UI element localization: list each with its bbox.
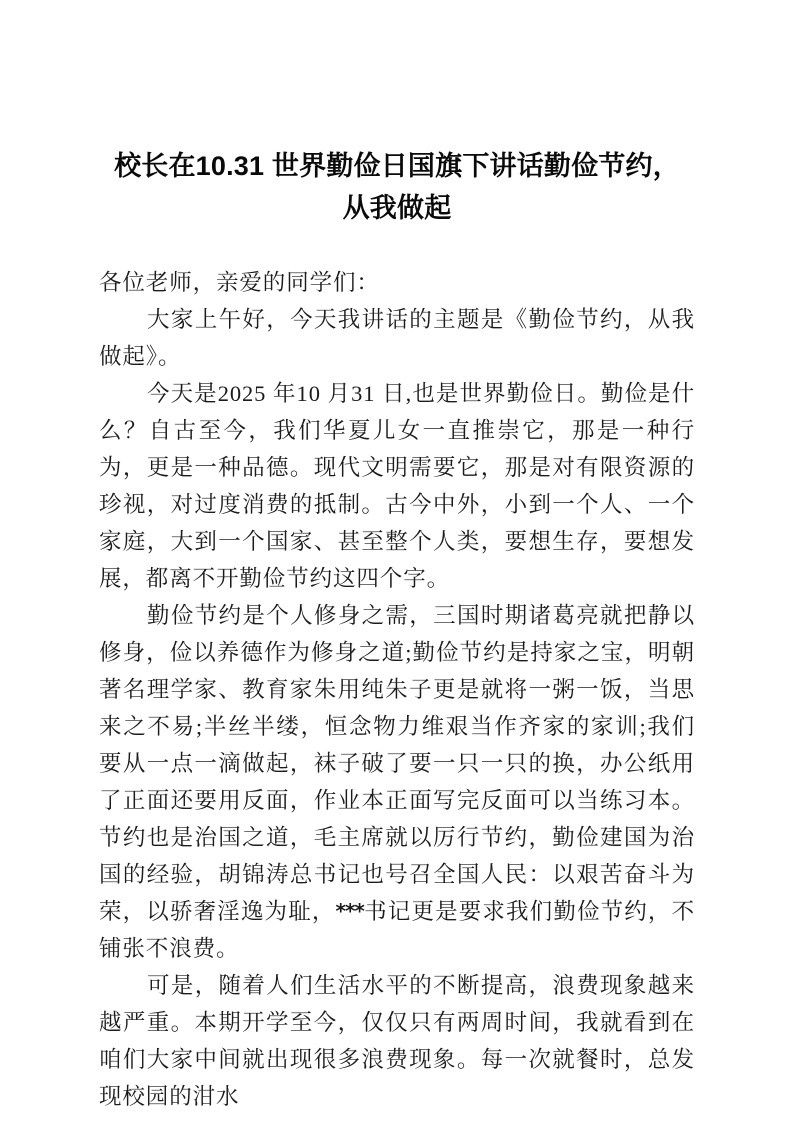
redacted-name-asterisks: ***	[335, 899, 364, 923]
paragraph-body-3: 可是，随着人们生活水平的不断提高，浪费现象越来越严重。本期开学至今，仅仅只有两周时间，我就看到在咱们大家中间就出现很多浪费现象。每一次就餐时，总发现校园的泔水	[99, 973, 695, 1109]
paragraph-greeting: 大家上午好，今天我讲话的主题是《勤俭节约，从我做起》。	[99, 307, 695, 369]
paragraph-body-2-part-1: 勤俭节约是个人修身之需，三国时期诸葛亮就把静以修身，俭以养德作为修身之道;勤俭节约是持家之宝，明朝著名理学家、教育家朱用纯朱子更是就将一粥一饭，当思来之不易;半丝半缕，恒念物力维艰当作齐家的家训;我们要从一点一滴做起，袜子破了要一只一只的换，办公纸用了正面还要用反面，作业本正面写完反面可以当练习本。节约也是治国之道，毛主席就以厉行节约，勤俭建国为治国的经验，胡锦涛总书记也号召全国人民：以艰苦奋斗为荣，以骄奢淫逸为耻，	[99, 603, 695, 924]
paragraph-body-2	[99, 597, 695, 967]
paragraph-body-1: 今天是2025 年10 月31 日,也是世界勤俭日。勤俭是什么？自古至今，我们华夏儿女一直推崇它，那是一种行为，更是一种品德。现代文明需要它，那是对有限资源的珍视，对过度消费的抵制。古今中外，小到一个人、一个家庭，大到一个国家、甚至整个人类，要想生存，要想发展，都离不开勤俭节约这四个字。	[99, 381, 695, 591]
paragraph-salutation: 各位老师，亲爱的同学们：	[99, 270, 380, 295]
paragraph-body-2-part-2: 书记更是要求我们勤俭节约，不铺张不浪费。	[99, 899, 695, 961]
document-body	[99, 145, 695, 1115]
page-title: 校长在10.31 世界勤俭日国旗下讲话勤俭节约，从我做起	[114, 151, 680, 223]
title-spacer	[99, 229, 695, 264]
